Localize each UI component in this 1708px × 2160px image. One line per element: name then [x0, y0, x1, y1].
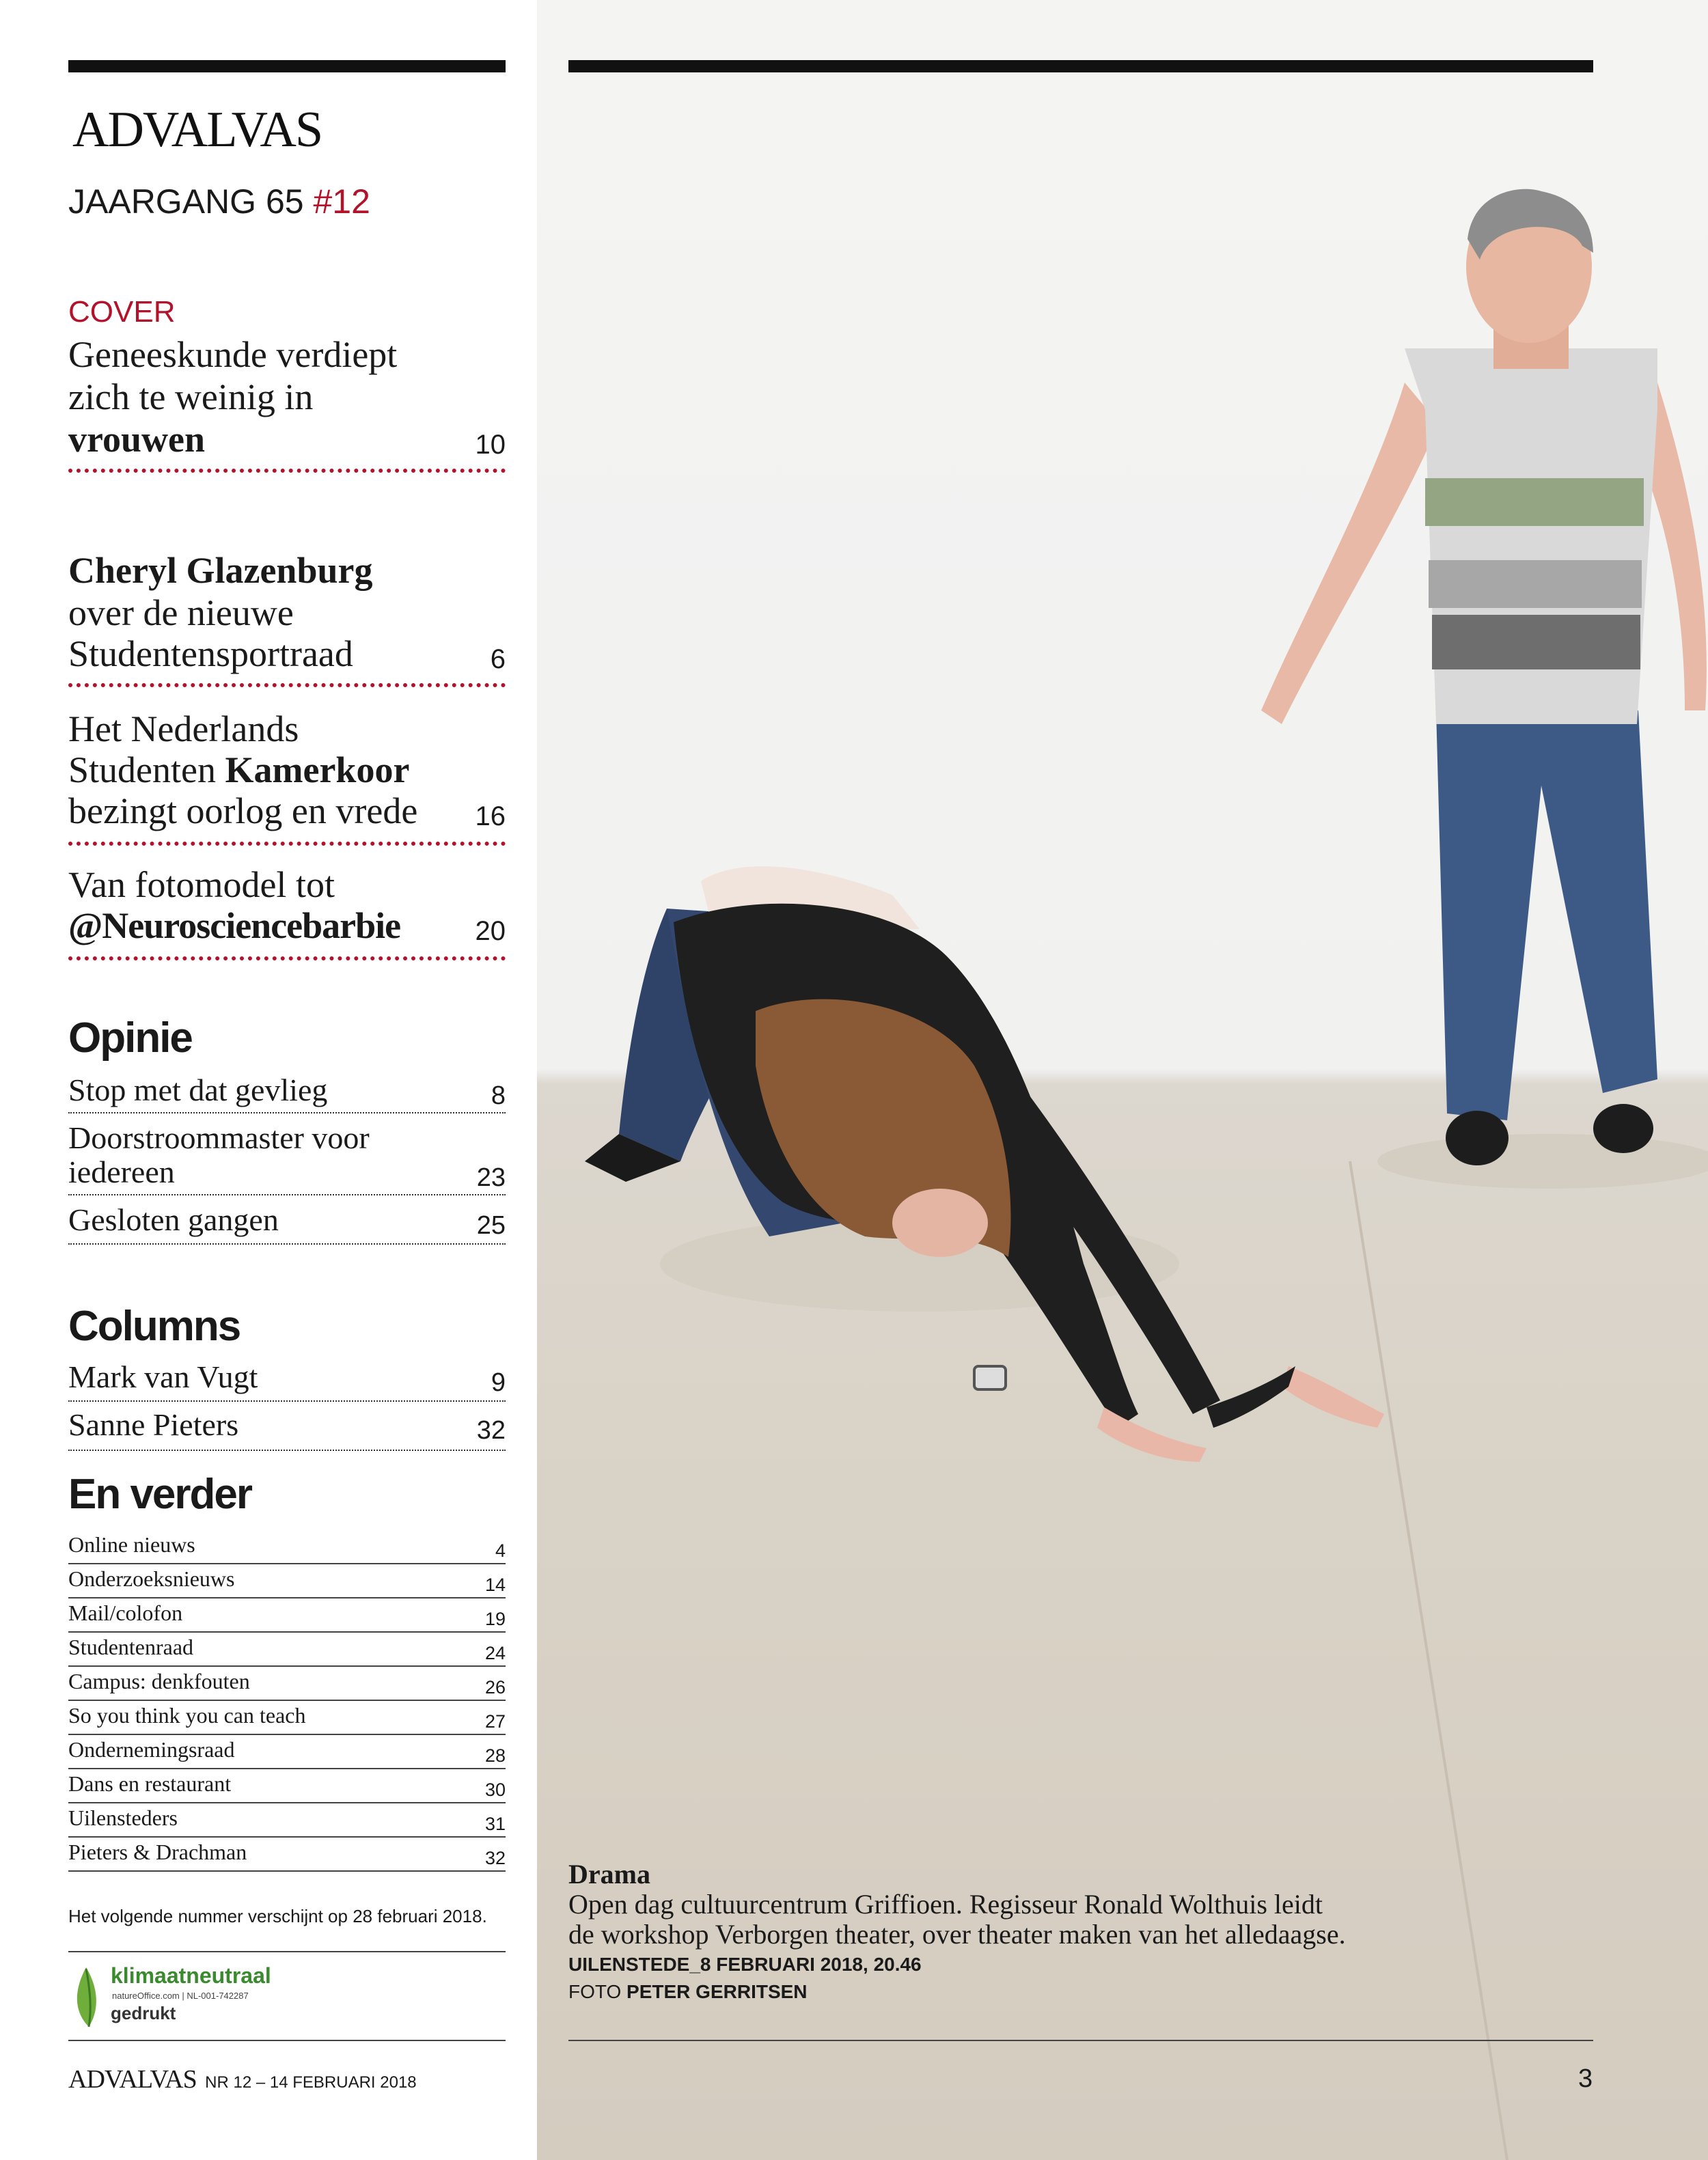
footer	[68, 2064, 417, 2094]
en-verder-item-title: Pieters & Drachman	[68, 1840, 247, 1864]
en-verder-item-page: 27	[484, 1711, 506, 1732]
kneeling-woman	[585, 866, 1384, 1462]
columns-item-title: Mark van Vugt	[68, 1359, 258, 1394]
cover-title-line2: zich te weinig in	[68, 376, 314, 417]
divider	[68, 1194, 506, 1195]
en-verder-item-title: Onderzoeksnieuws	[68, 1566, 235, 1591]
en-verder-item-title: Mail/colofon	[68, 1601, 183, 1625]
feature3-entry[interactable]	[68, 904, 506, 947]
opinie-item[interactable]	[68, 1070, 506, 1111]
caption-title: Drama	[568, 1859, 650, 1889]
divider	[68, 1400, 506, 1402]
en-verder-item-page: 4	[495, 1540, 506, 1561]
credit-name: PETER GERRITSEN	[626, 1981, 808, 2002]
en-verder-item-title: Studentenraad	[68, 1635, 194, 1659]
leaf-icon	[68, 1962, 111, 2030]
en-verder-item[interactable]	[68, 1630, 506, 1664]
photo-caption	[568, 1859, 1593, 2006]
feature2-line1: Het Nederlands	[68, 708, 299, 749]
en-verder-item-page: 31	[484, 1814, 506, 1834]
en-verder-item-page: 26	[484, 1677, 506, 1698]
cover-title-bold: vrouwen	[68, 419, 206, 460]
en-verder-item-title: Ondernemingsraad	[68, 1737, 235, 1762]
opinie-item2-line1: Doorstroommaster voor	[68, 1120, 370, 1155]
columns-item-title: Sanne Pieters	[68, 1407, 239, 1442]
feature2-line3: bezingt oorlog en vrede	[68, 790, 418, 831]
feature2-entry[interactable]	[68, 790, 506, 832]
caption-line1: Open dag cultuurcentrum Griffioen. Regisseur Ronald Wolthuis leidt	[568, 1889, 1323, 1920]
en-verder-item[interactable]	[68, 1664, 506, 1698]
advalvas-logo: ADVALVAS	[72, 102, 322, 158]
top-rule	[68, 60, 506, 72]
opinie-item-title: Stop met dat gevlieg	[68, 1072, 328, 1107]
caption-line2: de workshop Verborgen theater, over theater maken van het alledaagse.	[568, 1919, 1346, 1950]
columns-item[interactable]	[68, 1357, 506, 1398]
divider	[68, 1951, 506, 1952]
feature3-page: 20	[475, 916, 506, 946]
opinie-item[interactable]	[68, 1200, 506, 1241]
en-verder-item[interactable]	[68, 1801, 506, 1835]
climate-title: klimaatneutraal	[111, 1963, 271, 1988]
top-rule	[568, 60, 1593, 72]
en-verder-item-page: 32	[484, 1848, 506, 1868]
divider	[68, 2040, 506, 2041]
en-verder-item[interactable]	[68, 1698, 506, 1732]
climate-label: gedrukt	[111, 2003, 176, 2023]
caption-place-time: UILENSTEDE_8 FEBRUARI 2018, 20.46	[568, 1954, 922, 1975]
en-verder-item-title: Dans en restaurant	[68, 1771, 232, 1796]
en-verder-item-title: So you think you can teach	[68, 1703, 306, 1728]
credit-label: FOTO	[568, 1981, 627, 2002]
columns-heading: Columns	[68, 1303, 240, 1350]
feature1-line3: Studentensportraad	[68, 633, 353, 674]
en-verder-item-title: Uilensteders	[68, 1805, 178, 1830]
feature3-line1: Van fotomodel tot	[68, 864, 335, 905]
en-verder-item-title: Campus: denkfouten	[68, 1669, 250, 1693]
climate-sub: natureOffice.com | NL-001-742287	[112, 1991, 249, 2001]
feature2-line2	[68, 749, 409, 791]
opinie-item-page: 25	[476, 1211, 506, 1240]
columns-item[interactable]	[68, 1404, 506, 1445]
feature1-page: 6	[490, 644, 506, 674]
divider	[68, 842, 506, 846]
en-verder-item-page: 28	[484, 1745, 506, 1766]
columns-item-page: 9	[491, 1368, 506, 1397]
en-verder-item[interactable]	[68, 1732, 506, 1767]
cover-page: 10	[475, 430, 506, 460]
en-verder-item-page: 14	[484, 1575, 506, 1595]
volume-label: JAARGANG 65	[68, 182, 304, 221]
feature2-line2-bold: Kamerkoor	[225, 749, 410, 790]
en-verder-item-page: 30	[484, 1780, 506, 1800]
en-verder-item[interactable]	[68, 1767, 506, 1801]
photo-illustration	[537, 0, 1708, 2160]
divider	[68, 1243, 506, 1245]
photo-drama	[537, 0, 1708, 2160]
feature3-bold: @Neurosciencebarbie	[68, 905, 401, 946]
en-verder-item[interactable]	[68, 1596, 506, 1630]
climate-badge	[68, 1962, 314, 2030]
feature1-bold: Cheryl Glazenburg	[68, 550, 373, 591]
divider	[68, 469, 506, 473]
feature1-entry[interactable]	[68, 633, 506, 675]
caption-credit	[568, 1978, 1593, 2006]
opinie-item[interactable]	[68, 1152, 506, 1193]
en-verder-item[interactable]	[68, 1562, 506, 1596]
opinie-heading: Opinie	[68, 1014, 192, 1062]
opinie-item-page: 23	[476, 1163, 506, 1192]
feature2-page: 16	[475, 801, 506, 831]
en-verder-heading: En verder	[68, 1471, 252, 1518]
divider	[68, 956, 506, 960]
cover-label: COVER	[68, 295, 176, 329]
cover-title-line1: Geneeskunde verdiept	[68, 334, 398, 375]
standing-man	[1261, 189, 1707, 1165]
volume-issue	[68, 182, 370, 221]
page-number: 3	[1578, 2064, 1593, 2093]
en-verder-item-page: 19	[484, 1609, 506, 1629]
next-issue-note: Het volgende nummer verschijnt op 28 februari 2018.	[68, 1906, 487, 1926]
en-verder-item[interactable]	[68, 1835, 506, 1869]
divider	[68, 1112, 506, 1113]
cover-entry[interactable]	[68, 418, 506, 460]
divider	[68, 683, 506, 687]
opinie-item-page: 8	[491, 1081, 506, 1110]
footer-rule	[568, 2040, 1593, 2041]
footer-issue-info: NR 12 – 14 FEBRUARI 2018	[205, 2073, 417, 2092]
en-verder-item-title: Online nieuws	[68, 1532, 195, 1557]
footer-logo: ADVALVAS	[68, 2065, 197, 2094]
en-verder-item-page: 24	[484, 1643, 506, 1663]
issue-number: #12	[313, 182, 370, 221]
feature1-line2: over de nieuwe	[68, 592, 294, 633]
opinie-item-title: iedereen	[68, 1154, 175, 1189]
divider	[68, 1450, 506, 1451]
columns-item-page: 32	[476, 1416, 506, 1445]
divider	[68, 1870, 506, 1872]
table-of-contents	[0, 0, 537, 2160]
feature2-line2-pre: Studenten	[68, 749, 225, 790]
en-verder-item[interactable]	[68, 1527, 506, 1562]
opinie-item-title: Gesloten gangen	[68, 1202, 279, 1237]
